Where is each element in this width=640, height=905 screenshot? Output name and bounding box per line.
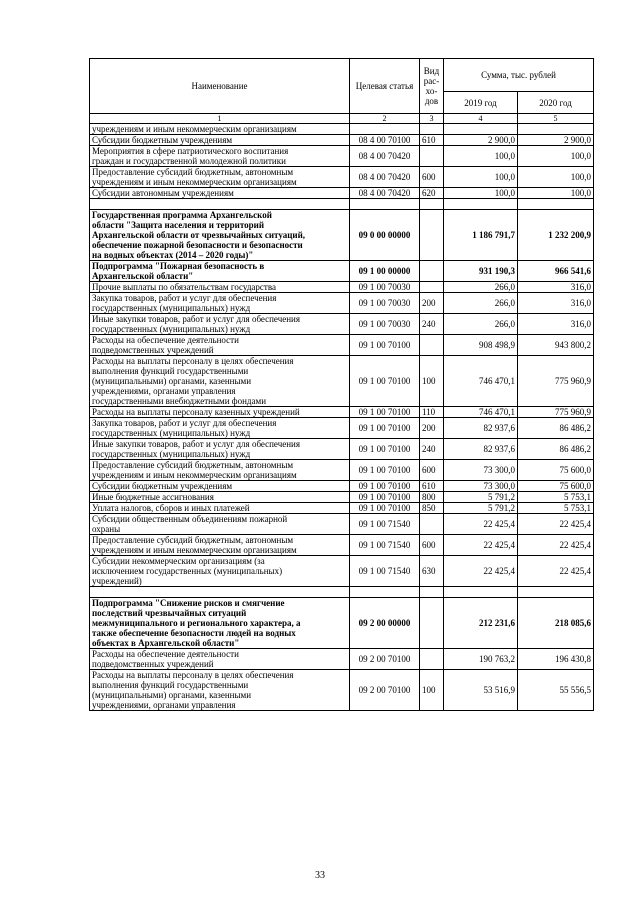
item-name-cell bbox=[90, 314, 350, 335]
item-name-line: учреждениям и иным некоммерческим организациям bbox=[92, 545, 297, 555]
item-name-cell bbox=[90, 649, 350, 670]
table-row bbox=[90, 293, 594, 314]
amount-2019-cell: 53 516,9 bbox=[444, 670, 518, 711]
table-row bbox=[90, 335, 594, 356]
expense-type-cell bbox=[420, 210, 444, 261]
expense-type-cell: 240 bbox=[420, 439, 444, 460]
amount-2019-cell: 746 470,1 bbox=[444, 407, 518, 418]
expense-type-cell bbox=[420, 124, 444, 135]
amount-2020-cell: 55 556,5 bbox=[518, 670, 594, 711]
table-row bbox=[90, 460, 594, 481]
item-name-line: государственных (муниципальных) нужд bbox=[92, 428, 251, 438]
item-name-line: Архангельской области" bbox=[92, 271, 194, 281]
item-name-line: (муниципальными) органами, казенными bbox=[92, 690, 252, 700]
item-name-cell bbox=[90, 199, 350, 210]
item-name-line: Уплата налогов, сборов и иных платежей bbox=[92, 503, 250, 513]
table-row bbox=[90, 188, 594, 199]
expense-type-cell bbox=[420, 587, 444, 598]
item-name-line: на водных объектах (2014 – 2020 годы)" bbox=[92, 250, 254, 260]
item-name-line: государственных (муниципальных) нужд bbox=[92, 324, 251, 334]
header-sum: Сумма, тыс. рублей bbox=[444, 59, 594, 92]
table-row bbox=[90, 587, 594, 598]
item-name-line: Предоставление субсидий бюджетным, автономным bbox=[92, 460, 294, 470]
expense-type-cell: 200 bbox=[420, 418, 444, 439]
table-row bbox=[90, 199, 594, 210]
amount-2020-cell: 966 541,6 bbox=[518, 261, 594, 282]
table-row bbox=[90, 670, 594, 711]
target-code-cell: 09 1 00 70100 bbox=[350, 492, 420, 503]
target-code-cell: 08 4 00 70100 bbox=[350, 135, 420, 146]
target-code-cell: 08 4 00 70420 bbox=[350, 167, 420, 188]
amount-2019-cell: 100,0 bbox=[444, 167, 518, 188]
target-code-cell: 09 1 00 71540 bbox=[350, 514, 420, 535]
amount-2020-cell: 5 753,1 bbox=[518, 492, 594, 503]
item-name-line: Подпрограмма "Пожарная безопасность в bbox=[92, 261, 265, 271]
table-row bbox=[90, 514, 594, 535]
item-name-cell bbox=[90, 439, 350, 460]
item-name-line: Субсидии автономным учреждениям bbox=[92, 188, 234, 198]
item-name-line: Субсидии бюджетным учреждениям bbox=[92, 135, 233, 145]
item-name-line: учреждениям и иным некоммерческим организациям bbox=[92, 124, 297, 134]
table-row bbox=[90, 135, 594, 146]
item-name-cell bbox=[90, 492, 350, 503]
item-name-line: межмуниципального и регионального характера, а bbox=[92, 618, 301, 628]
expense-type-cell: 240 bbox=[420, 314, 444, 335]
item-name-line: Подпрограмма "Снижение рисков и смягчение bbox=[92, 598, 285, 608]
item-name-line: Субсидии бюджетным учреждениям bbox=[92, 481, 233, 491]
item-name-line: Расходы на обеспечение деятельности bbox=[92, 649, 239, 659]
amount-2019-cell: 2 900,0 bbox=[444, 135, 518, 146]
column-index: 5 bbox=[518, 114, 594, 124]
amount-2020-cell: 775 960,9 bbox=[518, 407, 594, 418]
amount-2019-cell bbox=[444, 587, 518, 598]
amount-2020-cell: 75 600,0 bbox=[518, 460, 594, 481]
item-name-cell bbox=[90, 188, 350, 199]
target-code-cell: 09 2 00 00000 bbox=[350, 598, 420, 649]
target-code-cell: 09 1 00 70030 bbox=[350, 282, 420, 293]
amount-2020-cell: 75 600,0 bbox=[518, 481, 594, 492]
table-row bbox=[90, 356, 594, 407]
item-name-line: (муниципальными) органами, казенными bbox=[92, 376, 252, 386]
item-name-cell bbox=[90, 503, 350, 514]
amount-2020-cell: 100,0 bbox=[518, 188, 594, 199]
amount-2019-cell: 73 300,0 bbox=[444, 481, 518, 492]
item-name-cell bbox=[90, 587, 350, 598]
amount-2019-cell: 908 498,9 bbox=[444, 335, 518, 356]
item-name-cell bbox=[90, 556, 350, 587]
item-name-line: Государственная программа Архангельской bbox=[92, 210, 272, 220]
amount-2020-cell: 22 425,4 bbox=[518, 514, 594, 535]
amount-2020-cell bbox=[518, 199, 594, 210]
target-code-cell: 09 1 00 70100 bbox=[350, 503, 420, 514]
amount-2019-cell: 22 425,4 bbox=[444, 535, 518, 556]
table-row bbox=[90, 261, 594, 282]
item-name-line: Расходы на выплаты персоналу казенных учреждений bbox=[92, 407, 300, 417]
expense-type-cell bbox=[420, 514, 444, 535]
expense-type-cell: 630 bbox=[420, 556, 444, 587]
page-number: 33 bbox=[315, 870, 325, 881]
amount-2020-cell: 316,0 bbox=[518, 293, 594, 314]
table-row bbox=[90, 407, 594, 418]
item-name-line: подведомственных учреждений bbox=[92, 345, 214, 355]
table-row bbox=[90, 503, 594, 514]
item-name-cell bbox=[90, 261, 350, 282]
item-name-line: Иные закупки товаров, работ и услуг для обеспечения bbox=[92, 314, 300, 324]
amount-2019-cell: 73 300,0 bbox=[444, 460, 518, 481]
amount-2019-cell: 82 937,6 bbox=[444, 418, 518, 439]
item-name-line: Субсидии общественным объединениям пожарной bbox=[92, 514, 288, 524]
amount-2019-cell: 1 186 791,7 bbox=[444, 210, 518, 261]
expense-type-cell: 200 bbox=[420, 293, 444, 314]
expense-type-cell bbox=[420, 146, 444, 167]
table-row bbox=[90, 535, 594, 556]
amount-2020-cell bbox=[518, 124, 594, 135]
amount-2019-cell: 266,0 bbox=[444, 282, 518, 293]
item-name-cell bbox=[90, 282, 350, 293]
item-name-cell bbox=[90, 210, 350, 261]
item-name-line: Расходы на выплаты персоналу в целях обеспечения bbox=[92, 670, 294, 680]
item-name-line: учреждениям и иным некоммерческим организациям bbox=[92, 470, 297, 480]
expense-type-cell: 610 bbox=[420, 135, 444, 146]
item-name-line: учреждениями, органами управления bbox=[92, 700, 236, 710]
target-code-cell: 09 1 00 00000 bbox=[350, 261, 420, 282]
item-name-cell bbox=[90, 514, 350, 535]
amount-2019-cell: 266,0 bbox=[444, 293, 518, 314]
amount-2019-cell: 5 791,2 bbox=[444, 503, 518, 514]
amount-2020-cell: 100,0 bbox=[518, 146, 594, 167]
expense-type-cell: 610 bbox=[420, 481, 444, 492]
header-year-2019: 2019 год bbox=[444, 92, 518, 114]
item-name-line: обеспечение пожарной безопасности и безопасности bbox=[92, 240, 303, 250]
amount-2019-cell: 212 231,6 bbox=[444, 598, 518, 649]
expense-type-cell bbox=[420, 282, 444, 293]
item-name-cell bbox=[90, 335, 350, 356]
target-code-cell bbox=[350, 124, 420, 135]
amount-2019-cell: 100,0 bbox=[444, 146, 518, 167]
target-code-cell: 09 2 00 70100 bbox=[350, 670, 420, 711]
column-index: 1 bbox=[90, 114, 350, 124]
expense-type-cell bbox=[420, 199, 444, 210]
item-name-line: Закупка товаров, работ и услуг для обеспечения bbox=[92, 293, 277, 303]
amount-2019-cell bbox=[444, 124, 518, 135]
amount-2020-cell: 2 900,0 bbox=[518, 135, 594, 146]
header-type: Вид рас- хо- дов bbox=[420, 59, 444, 114]
expense-type-cell: 100 bbox=[420, 670, 444, 711]
item-name-cell bbox=[90, 356, 350, 407]
amount-2020-cell: 775 960,9 bbox=[518, 356, 594, 407]
item-name-line: области "Защита населения и территорий bbox=[92, 220, 265, 230]
item-name-line: последствий чрезвычайных ситуаций bbox=[92, 608, 247, 618]
expense-type-cell: 600 bbox=[420, 535, 444, 556]
table-row bbox=[90, 556, 594, 587]
expense-type-cell: 600 bbox=[420, 460, 444, 481]
table-row bbox=[90, 124, 594, 135]
item-name-cell bbox=[90, 146, 350, 167]
expense-type-cell bbox=[420, 598, 444, 649]
amount-2019-cell: 22 425,4 bbox=[444, 514, 518, 535]
column-index: 2 bbox=[350, 114, 420, 124]
expense-type-cell: 100 bbox=[420, 356, 444, 407]
target-code-cell: 09 1 00 71540 bbox=[350, 535, 420, 556]
amount-2020-cell: 86 486,2 bbox=[518, 439, 594, 460]
amount-2020-cell: 1 232 200,9 bbox=[518, 210, 594, 261]
item-name-line: государственными внебюджетными фондами bbox=[92, 396, 267, 406]
amount-2020-cell: 316,0 bbox=[518, 282, 594, 293]
amount-2020-cell: 86 486,2 bbox=[518, 418, 594, 439]
target-code-cell: 09 1 00 70100 bbox=[350, 356, 420, 407]
expense-type-cell bbox=[420, 335, 444, 356]
target-code-cell: 09 1 00 70030 bbox=[350, 314, 420, 335]
item-name-line: Расходы на выплаты персоналу в целях обеспечения bbox=[92, 356, 294, 366]
expense-type-cell bbox=[420, 649, 444, 670]
item-name-cell bbox=[90, 418, 350, 439]
table-row bbox=[90, 167, 594, 188]
item-name-line: Мероприятия в сфере патриотического воспитания bbox=[92, 146, 289, 156]
item-name-cell bbox=[90, 670, 350, 711]
amount-2020-cell: 22 425,4 bbox=[518, 556, 594, 587]
target-code-cell: 09 1 00 70100 bbox=[350, 418, 420, 439]
target-code-cell bbox=[350, 587, 420, 598]
column-index: 3 bbox=[420, 114, 444, 124]
table-row bbox=[90, 210, 594, 261]
target-code-cell: 09 1 00 70100 bbox=[350, 335, 420, 356]
amount-2019-cell: 5 791,2 bbox=[444, 492, 518, 503]
header-target: Целевая статья bbox=[350, 59, 420, 114]
item-name-line: также обеспечение безопасности людей на водных bbox=[92, 628, 296, 638]
amount-2020-cell: 5 753,1 bbox=[518, 503, 594, 514]
item-name-line: Иные бюджетные ассигнования bbox=[92, 492, 214, 502]
target-code-cell: 09 1 00 70100 bbox=[350, 481, 420, 492]
item-name-cell bbox=[90, 124, 350, 135]
item-name-cell bbox=[90, 167, 350, 188]
target-code-cell: 09 2 00 70100 bbox=[350, 649, 420, 670]
amount-2020-cell: 22 425,4 bbox=[518, 535, 594, 556]
amount-2020-cell: 316,0 bbox=[518, 314, 594, 335]
item-name-line: выполнения функций государственными bbox=[92, 680, 249, 690]
item-name-cell bbox=[90, 293, 350, 314]
table-body bbox=[90, 124, 594, 711]
item-name-line: учреждениям и иным некоммерческим организациям bbox=[92, 177, 297, 187]
expense-type-cell: 850 bbox=[420, 503, 444, 514]
item-name-line: исключением государственных (муниципальных) bbox=[92, 566, 283, 576]
item-name-cell bbox=[90, 460, 350, 481]
item-name-line: государственных (муниципальных) нужд bbox=[92, 449, 251, 459]
table-row bbox=[90, 492, 594, 503]
item-name-line: Предоставление субсидий бюджетным, автономным bbox=[92, 167, 294, 177]
target-code-cell: 09 1 00 70100 bbox=[350, 460, 420, 481]
table-row bbox=[90, 598, 594, 649]
amount-2019-cell: 931 190,3 bbox=[444, 261, 518, 282]
item-name-line: граждан и государственной молодежной политики bbox=[92, 156, 286, 166]
item-name-line: Архангельской области от чрезвычайных ситуаций, bbox=[92, 230, 306, 240]
expense-type-cell bbox=[420, 261, 444, 282]
amount-2020-cell: 196 430,8 bbox=[518, 649, 594, 670]
amount-2019-cell bbox=[444, 199, 518, 210]
table-row bbox=[90, 282, 594, 293]
expense-type-cell: 620 bbox=[420, 188, 444, 199]
amount-2020-cell: 218 085,6 bbox=[518, 598, 594, 649]
amount-2019-cell: 22 425,4 bbox=[444, 556, 518, 587]
item-name-cell bbox=[90, 481, 350, 492]
table-row bbox=[90, 146, 594, 167]
expense-type-cell: 600 bbox=[420, 167, 444, 188]
item-name-line: выполнения функций государственными bbox=[92, 366, 249, 376]
item-name-line: Прочие выплаты по обязательствам государства bbox=[92, 282, 276, 292]
item-name-line: объектах в Архангельской области" bbox=[92, 638, 240, 648]
target-code-cell bbox=[350, 199, 420, 210]
item-name-line: Субсидии некоммерческим организациям (за bbox=[92, 556, 265, 566]
amount-2019-cell: 190 763,2 bbox=[444, 649, 518, 670]
item-name-line: учреждений) bbox=[92, 576, 142, 586]
table-row bbox=[90, 418, 594, 439]
budget-table bbox=[89, 58, 594, 711]
table-row bbox=[90, 439, 594, 460]
item-name-line: учреждениями, органами управления bbox=[92, 386, 236, 396]
item-name-cell bbox=[90, 535, 350, 556]
item-name-line: Предоставление субсидий бюджетным, автономным bbox=[92, 535, 294, 545]
item-name-line: охраны bbox=[92, 524, 121, 534]
item-name-cell bbox=[90, 135, 350, 146]
item-name-line: государственных (муниципальных) нужд bbox=[92, 303, 251, 313]
target-code-cell: 09 1 00 70100 bbox=[350, 407, 420, 418]
target-code-cell: 08 4 00 70420 bbox=[350, 188, 420, 199]
table-row bbox=[90, 481, 594, 492]
target-code-cell: 08 4 00 70420 bbox=[350, 146, 420, 167]
table-row bbox=[90, 649, 594, 670]
item-name-line: Иные закупки товаров, работ и услуг для обеспечения bbox=[92, 439, 300, 449]
header-year-2020: 2020 год bbox=[518, 92, 594, 114]
target-code-cell: 09 0 00 00000 bbox=[350, 210, 420, 261]
amount-2020-cell: 943 800,2 bbox=[518, 335, 594, 356]
column-index: 4 bbox=[444, 114, 518, 124]
amount-2020-cell: 100,0 bbox=[518, 167, 594, 188]
target-code-cell: 09 1 00 70100 bbox=[350, 439, 420, 460]
amount-2019-cell: 746 470,1 bbox=[444, 356, 518, 407]
expense-type-cell: 110 bbox=[420, 407, 444, 418]
amount-2020-cell bbox=[518, 587, 594, 598]
table-header bbox=[90, 59, 594, 124]
item-name-cell bbox=[90, 598, 350, 649]
target-code-cell: 09 1 00 71540 bbox=[350, 556, 420, 587]
amount-2019-cell: 100,0 bbox=[444, 188, 518, 199]
header-name: Наименование bbox=[90, 59, 350, 114]
item-name-cell bbox=[90, 407, 350, 418]
amount-2019-cell: 82 937,6 bbox=[444, 439, 518, 460]
item-name-line: Расходы на обеспечение деятельности bbox=[92, 335, 239, 345]
target-code-cell: 09 1 00 70030 bbox=[350, 293, 420, 314]
expense-type-cell: 800 bbox=[420, 492, 444, 503]
amount-2019-cell: 266,0 bbox=[444, 314, 518, 335]
table-row bbox=[90, 314, 594, 335]
item-name-line: подведомственных учреждений bbox=[92, 659, 214, 669]
item-name-line: Закупка товаров, работ и услуг для обеспечения bbox=[92, 418, 277, 428]
